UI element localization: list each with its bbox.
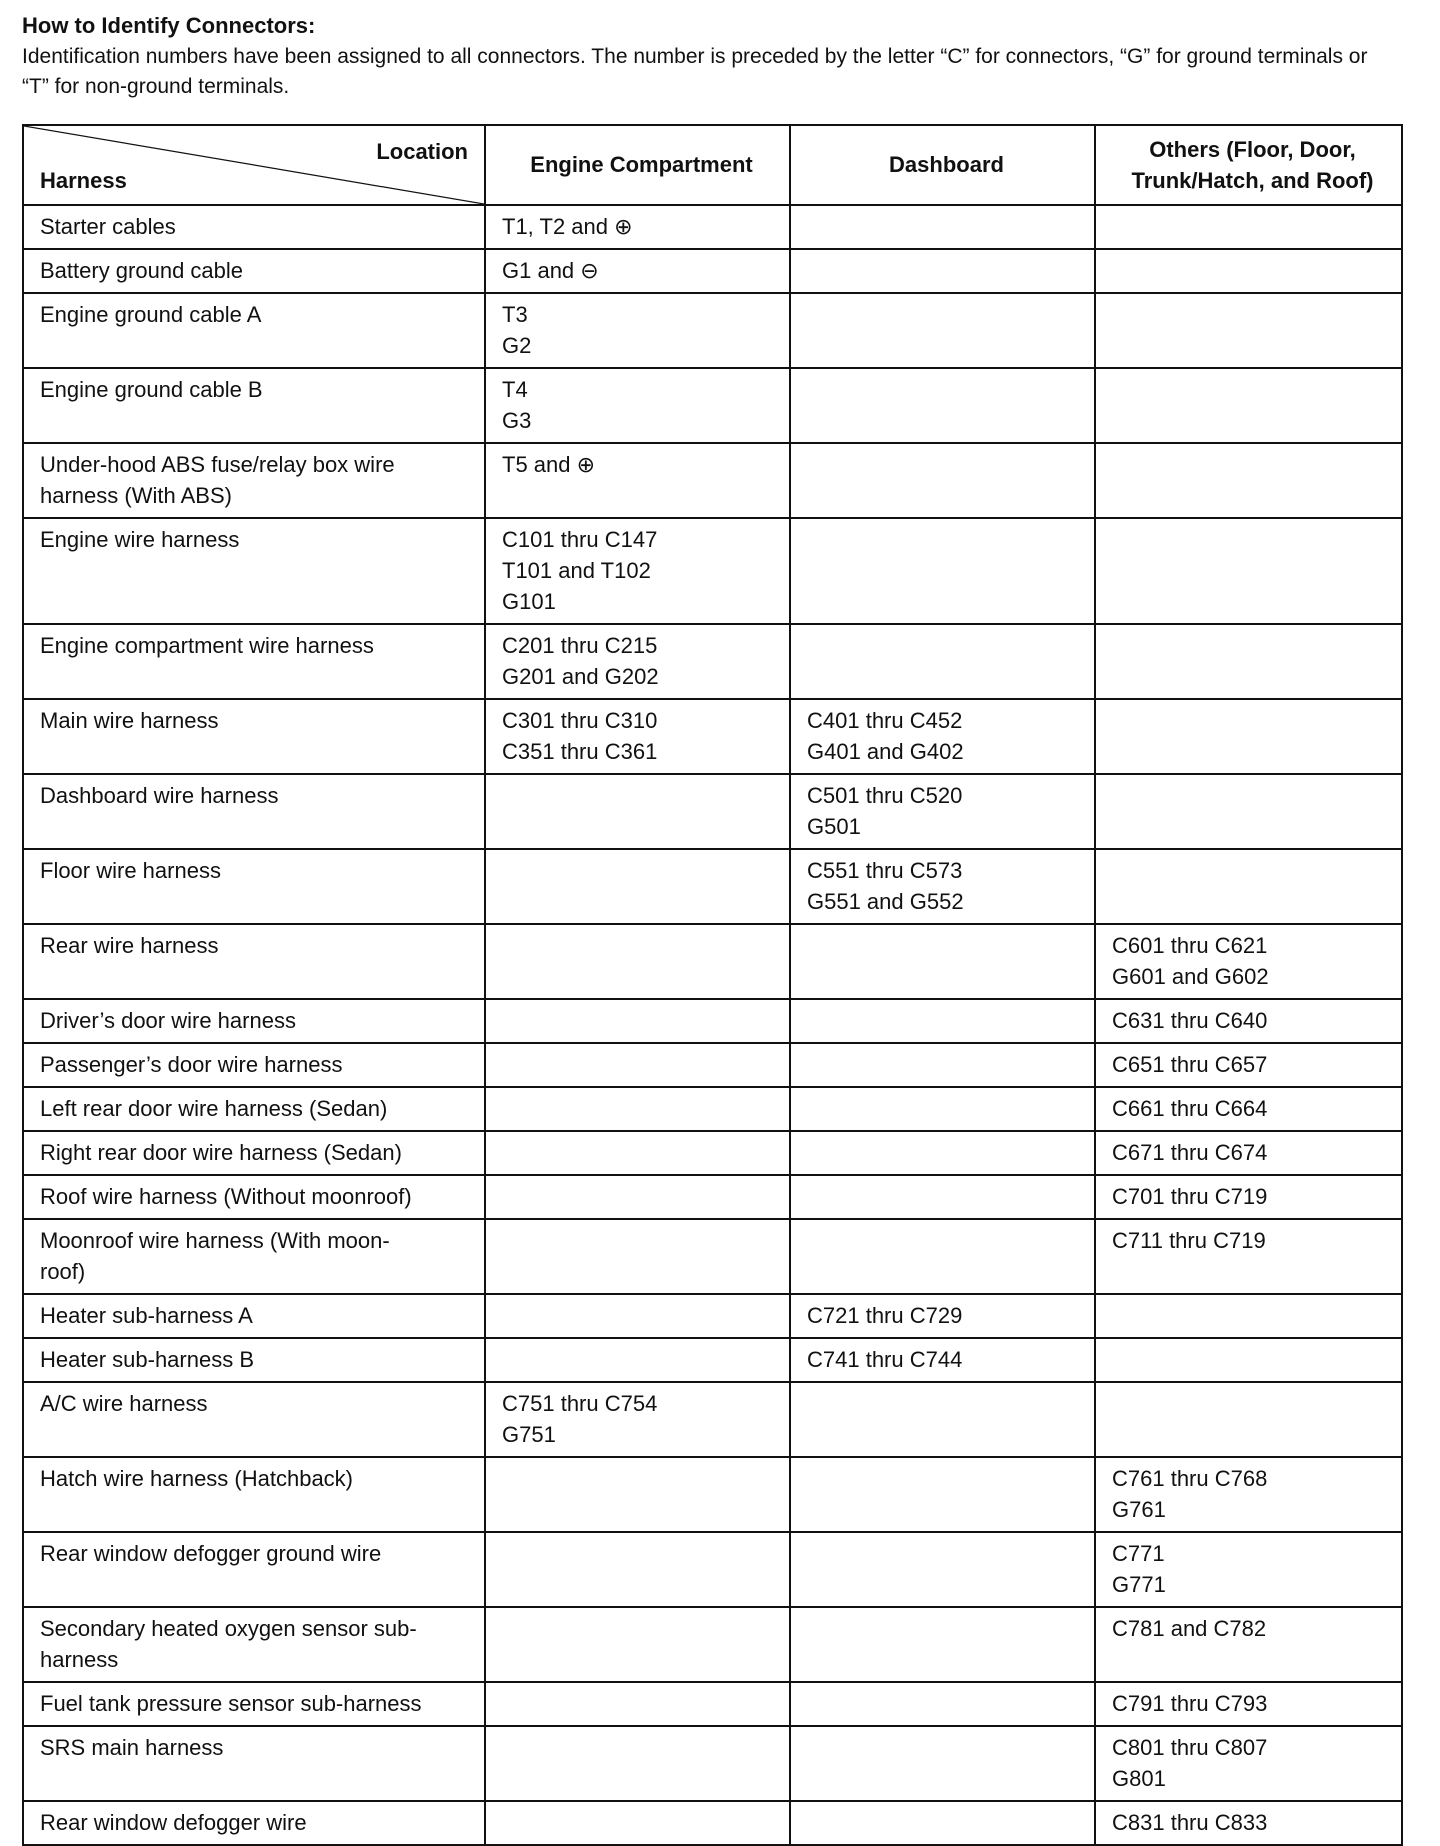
- harness-name-line: Under-hood ABS fuse/relay box wire: [40, 452, 395, 477]
- connector-id-line: G501: [807, 814, 861, 839]
- harness-cell: [23, 443, 485, 518]
- engine-compartment-cell: [485, 699, 790, 774]
- harness-name-line: Driver’s door wire harness: [40, 1008, 296, 1033]
- engine-compartment-cell: [485, 205, 790, 249]
- harness-name-line: Rear window defogger ground wire: [40, 1541, 382, 1566]
- others-cell: [1095, 293, 1402, 368]
- harness-name-line: Dashboard wire harness: [40, 783, 279, 808]
- table-row: [23, 205, 1402, 249]
- harness-cell: [23, 624, 485, 699]
- engine-compartment-cell: [485, 443, 790, 518]
- others-cell: [1095, 249, 1402, 293]
- others-cell: [1095, 1607, 1402, 1682]
- harness-cell: [23, 293, 485, 368]
- harness-name-line: Secondary heated oxygen sensor sub-: [40, 1616, 417, 1641]
- table-row: [23, 1457, 1402, 1532]
- connector-id-line: C761 thru C768: [1112, 1466, 1268, 1491]
- connector-id-line: T4: [502, 377, 528, 402]
- connector-id-line: C741 thru C744: [807, 1347, 963, 1372]
- location-label: Location: [376, 139, 468, 164]
- harness-name-line: Engine wire harness: [40, 527, 240, 552]
- connector-id-line: C201 thru C215: [502, 633, 658, 658]
- others-cell: [1095, 1175, 1402, 1219]
- table-header-row: [23, 125, 1402, 205]
- harness-cell: [23, 1382, 485, 1457]
- table-row: [23, 249, 1402, 293]
- harness-name-line: harness (With ABS): [40, 483, 232, 508]
- connector-id-line: C771: [1112, 1541, 1165, 1566]
- connector-id-line: G771: [1112, 1572, 1166, 1597]
- table-row: [23, 1532, 1402, 1607]
- harness-name-line: Passenger’s door wire harness: [40, 1052, 343, 1077]
- dashboard-cell: [790, 368, 1095, 443]
- dashboard-cell: [790, 1294, 1095, 1338]
- harness-name-line: SRS main harness: [40, 1735, 224, 1760]
- page-heading: How to Identify Connectors:: [22, 13, 316, 38]
- connector-id-line: G761: [1112, 1497, 1166, 1522]
- dashboard-cell: [790, 443, 1095, 518]
- engine-compartment-cell: [485, 293, 790, 368]
- harness-cell: [23, 699, 485, 774]
- others-cell: [1095, 518, 1402, 624]
- table-row: [23, 1726, 1402, 1801]
- connector-id-line: C721 thru C729: [807, 1303, 963, 1328]
- dashboard-cell: [790, 624, 1095, 699]
- table-row: [23, 443, 1402, 518]
- table-row: [23, 774, 1402, 849]
- others-cell: [1095, 1043, 1402, 1087]
- connector-id-line: C631 thru C640: [1112, 1008, 1268, 1033]
- table-row: [23, 1682, 1402, 1726]
- corner-header-cell: [23, 125, 485, 205]
- connector-id-line: G201 and G202: [502, 664, 659, 689]
- engine-compartment-cell: [485, 1219, 790, 1294]
- others-cell: [1095, 205, 1402, 249]
- engine-compartment-cell: [485, 999, 790, 1043]
- others-cell: [1095, 999, 1402, 1043]
- others-cell: [1095, 368, 1402, 443]
- connector-id-line: G751: [502, 1422, 556, 1447]
- table-row: [23, 699, 1402, 774]
- connector-id-line: C401 thru C452: [807, 708, 963, 733]
- connector-id-line: C711 thru C719: [1112, 1228, 1266, 1253]
- dashboard-cell: [790, 205, 1095, 249]
- table-row: [23, 1294, 1402, 1338]
- engine-compartment-cell: [485, 924, 790, 999]
- connector-id-line: G2: [502, 333, 532, 358]
- connector-id-line: G1 and ⊖: [502, 258, 599, 283]
- connector-id-line: G801: [1112, 1766, 1166, 1791]
- harness-name-line: Left rear door wire harness (Sedan): [40, 1096, 388, 1121]
- harness-cell: [23, 1532, 485, 1607]
- dashboard-cell: [790, 1338, 1095, 1382]
- harness-name-line: Main wire harness: [40, 708, 219, 733]
- engine-compartment-cell: [485, 1338, 790, 1382]
- connector-id-line: C751 thru C754: [502, 1391, 658, 1416]
- connector-id-line: T1, T2 and ⊕: [502, 214, 633, 239]
- table-row: [23, 1338, 1402, 1382]
- connector-id-line: C801 thru C807: [1112, 1735, 1268, 1760]
- others-cell: [1095, 1457, 1402, 1532]
- table-row: [23, 368, 1402, 443]
- connector-id-line: C101 thru C147: [502, 527, 658, 552]
- others-cell: [1095, 1801, 1402, 1845]
- harness-cell: [23, 774, 485, 849]
- connector-id-line: C661 thru C664: [1112, 1096, 1268, 1121]
- harness-name-line: Starter cables: [40, 214, 176, 239]
- engine-compartment-cell: [485, 1087, 790, 1131]
- table-row: [23, 293, 1402, 368]
- engine-compartment-cell: [485, 1131, 790, 1175]
- harness-cell: [23, 1682, 485, 1726]
- dashboard-cell: [790, 1532, 1095, 1607]
- harness-cell: [23, 518, 485, 624]
- table-row: [23, 1131, 1402, 1175]
- connector-id-line: C781 and C782: [1112, 1616, 1267, 1641]
- harness-name-line: Heater sub-harness B: [40, 1347, 254, 1372]
- dashboard-cell: [790, 1175, 1095, 1219]
- engine-compartment-cell: [485, 1801, 790, 1845]
- dashboard-cell: [790, 999, 1095, 1043]
- table-row: [23, 1043, 1402, 1087]
- harness-cell: [23, 249, 485, 293]
- harness-name-line: Rear window defogger wire: [40, 1810, 307, 1835]
- engine-compartment-cell: [485, 1607, 790, 1682]
- table-row: [23, 518, 1402, 624]
- others-cell: [1095, 1338, 1402, 1382]
- connector-id-line: G401 and G402: [807, 739, 964, 764]
- engine-compartment-cell: [485, 624, 790, 699]
- connector-id-line: G3: [502, 408, 532, 433]
- harness-name-line: harness: [40, 1647, 119, 1672]
- others-cell: [1095, 924, 1402, 999]
- dashboard-cell: [790, 1726, 1095, 1801]
- engine-compartment-cell: [485, 518, 790, 624]
- dashboard-cell: [790, 1457, 1095, 1532]
- connector-id-line: T101 and T102: [502, 558, 651, 583]
- harness-cell: [23, 1726, 485, 1801]
- harness-cell: [23, 1219, 485, 1294]
- harness-cell: [23, 1294, 485, 1338]
- others-cell: [1095, 443, 1402, 518]
- harness-name-line: Engine compartment wire harness: [40, 633, 374, 658]
- others-cell: [1095, 1726, 1402, 1801]
- engine-compartment-cell: [485, 1532, 790, 1607]
- dashboard-cell: [790, 774, 1095, 849]
- table-row: [23, 1801, 1402, 1845]
- connector-id-line: C701 thru C719: [1112, 1184, 1268, 1209]
- harness-cell: [23, 368, 485, 443]
- harness-cell: [23, 1131, 485, 1175]
- engine-compartment-cell: [485, 1043, 790, 1087]
- engine-compartment-cell: [485, 774, 790, 849]
- column-header-engine-compartment: Engine Compartment: [485, 125, 790, 205]
- engine-compartment-cell: [485, 368, 790, 443]
- dashboard-cell: [790, 1801, 1095, 1845]
- connector-id-line: C671 thru C674: [1112, 1140, 1268, 1165]
- connector-id-line: T5 and ⊕: [502, 452, 596, 477]
- table-row: [23, 1087, 1402, 1131]
- others-cell: [1095, 1532, 1402, 1607]
- connector-id-line: T3: [502, 302, 528, 327]
- harness-cell: [23, 1801, 485, 1845]
- table-row: [23, 999, 1402, 1043]
- harness-cell: [23, 1175, 485, 1219]
- intro-paragraph: Identification numbers have been assigned to all connectors. The number is preceded by the letter “C” for connectors, “G” for ground terminals or “T” for non-ground terminals.: [22, 45, 1368, 98]
- connector-id-line: C301 thru C310: [502, 708, 658, 733]
- dashboard-cell: [790, 1382, 1095, 1457]
- table-row: [23, 1219, 1402, 1294]
- connector-id-line: C351 thru C361: [502, 739, 658, 764]
- engine-compartment-cell: [485, 1382, 790, 1457]
- dashboard-cell: [790, 1087, 1095, 1131]
- others-cell: [1095, 624, 1402, 699]
- harness-name-line: Moonroof wire harness (With moon-: [40, 1228, 390, 1253]
- dashboard-cell: [790, 1043, 1095, 1087]
- connector-id-line: C601 thru C621: [1112, 933, 1268, 958]
- connector-id-line: C551 thru C573: [807, 858, 963, 883]
- table-body: [23, 205, 1402, 1845]
- dashboard-cell: [790, 249, 1095, 293]
- harness-name-line: A/C wire harness: [40, 1391, 208, 1416]
- harness-label: Harness: [40, 168, 127, 193]
- connector-table: [22, 124, 1403, 1846]
- document: [22, 12, 1402, 102]
- harness-name-line: Battery ground cable: [40, 258, 244, 283]
- engine-compartment-cell: [485, 1457, 790, 1532]
- engine-compartment-cell: [485, 1726, 790, 1801]
- harness-name-line: Fuel tank pressure sensor sub-harness: [40, 1691, 422, 1716]
- connector-id-line: C651 thru C657: [1112, 1052, 1268, 1077]
- harness-name-line: Heater sub-harness A: [40, 1303, 253, 1328]
- harness-name-line: Roof wire harness (Without moonroof): [40, 1184, 412, 1209]
- connector-id-line: G601 and G602: [1112, 964, 1269, 989]
- table-row: [23, 1382, 1402, 1457]
- harness-cell: [23, 205, 485, 249]
- others-cell: [1095, 774, 1402, 849]
- table-row: [23, 624, 1402, 699]
- engine-compartment-cell: [485, 249, 790, 293]
- column-header-dashboard: Dashboard: [790, 125, 1095, 205]
- harness-name-line: Floor wire harness: [40, 858, 221, 883]
- harness-cell: [23, 849, 485, 924]
- connector-id-line: C791 thru C793: [1112, 1691, 1268, 1716]
- table-row: [23, 1175, 1402, 1219]
- harness-name-line: Right rear door wire harness (Sedan): [40, 1140, 402, 1165]
- harness-name-line: Engine ground cable B: [40, 377, 263, 402]
- engine-compartment-cell: [485, 1175, 790, 1219]
- dashboard-cell: [790, 924, 1095, 999]
- connector-id-line: G101: [502, 589, 556, 614]
- connector-id-line: C501 thru C520: [807, 783, 963, 808]
- harness-name-line: Rear wire harness: [40, 933, 219, 958]
- harness-cell: [23, 1338, 485, 1382]
- dashboard-cell: [790, 1219, 1095, 1294]
- dashboard-cell: [790, 293, 1095, 368]
- column-header-others: Others (Floor, Door, Trunk/Hatch, and Roof): [1095, 125, 1402, 205]
- table-row: [23, 1607, 1402, 1682]
- others-cell: [1095, 1382, 1402, 1457]
- dashboard-cell: [790, 849, 1095, 924]
- dashboard-cell: [790, 1131, 1095, 1175]
- others-cell: [1095, 849, 1402, 924]
- dashboard-cell: [790, 518, 1095, 624]
- dashboard-cell: [790, 699, 1095, 774]
- harness-name-line: Engine ground cable A: [40, 302, 262, 327]
- connector-id-line: G551 and G552: [807, 889, 964, 914]
- harness-cell: [23, 1607, 485, 1682]
- dashboard-cell: [790, 1682, 1095, 1726]
- table-row: [23, 924, 1402, 999]
- others-cell: [1095, 1682, 1402, 1726]
- others-cell: [1095, 1294, 1402, 1338]
- others-cell: [1095, 1131, 1402, 1175]
- engine-compartment-cell: [485, 849, 790, 924]
- engine-compartment-cell: [485, 1682, 790, 1726]
- others-cell: [1095, 1219, 1402, 1294]
- dashboard-cell: [790, 1607, 1095, 1682]
- harness-cell: [23, 1087, 485, 1131]
- harness-cell: [23, 1457, 485, 1532]
- engine-compartment-cell: [485, 1294, 790, 1338]
- table-row: [23, 849, 1402, 924]
- harness-cell: [23, 999, 485, 1043]
- harness-cell: [23, 924, 485, 999]
- others-cell: [1095, 1087, 1402, 1131]
- harness-cell: [23, 1043, 485, 1087]
- connector-id-line: C831 thru C833: [1112, 1810, 1268, 1835]
- harness-name-line: Hatch wire harness (Hatchback): [40, 1466, 354, 1491]
- others-cell: [1095, 699, 1402, 774]
- harness-name-line: roof): [40, 1259, 86, 1284]
